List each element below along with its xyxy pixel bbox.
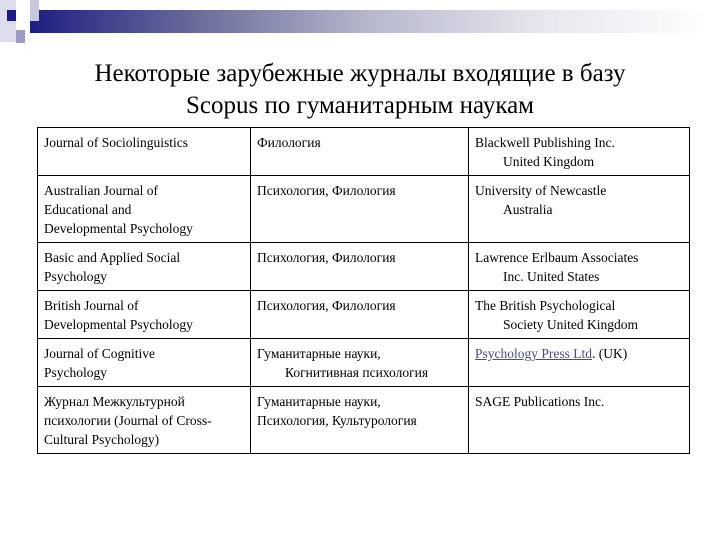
journal: Educational and [44,202,132,217]
field: Психология, Культурология [257,413,417,428]
field: Когнитивная психология [285,365,429,380]
field: Филология [257,135,321,150]
publisher-link[interactable]: Psychology Press Ltd [475,346,593,361]
decor-square [16,30,25,43]
journal: психологии (Journal of Cross- [44,413,212,428]
publisher: Society United Kingdom [503,317,638,332]
publisher: The British Psychological [475,298,616,313]
journal: Developmental Psychology [44,317,193,332]
field: Гуманитарные науки, [257,394,381,409]
journal: Журнал Межкультурной [44,394,185,409]
journal: Australian Journal of [44,183,158,198]
publisher: Australia [503,202,553,217]
journal: Developmental Psychology [44,221,193,236]
title-line: Некоторые зарубежные журналы входящие в базу [94,60,626,87]
field: Психология, Филология [257,250,396,265]
table-row [38,339,690,387]
table-row [38,387,690,454]
field: Психология, Филология [257,298,396,313]
publisher: United Kingdom [503,154,595,169]
journal: Basic and Applied Social [44,250,181,265]
field: Психология, Филология [257,183,396,198]
publisher: Lawrence Erlbaum Associates [475,250,639,265]
publisher-suffix: . (UK) [592,346,628,361]
table-row [38,243,690,291]
table-row [38,291,690,339]
table-row [38,176,690,243]
journal: Psychology [44,269,108,284]
publisher: Inc. United States [503,269,600,284]
journal: Cultural Psychology) [44,432,160,447]
journal: Journal of Sociolinguistics [44,135,188,150]
journal: British Journal of [44,298,139,313]
title-line: Scopus по гуманитарным наукам [186,92,534,119]
header-gradient-bar [30,10,710,33]
journal: Psychology [44,365,108,380]
journal: Journal of Cognitive [44,346,155,361]
slide-title [0,58,720,122]
decor-square [30,0,39,21]
decor-square [7,10,16,21]
publisher: University of Newcastle [475,183,607,198]
decor-square [0,0,16,42]
field: Гуманитарные науки, [257,346,381,361]
journals-table [37,127,690,454]
publisher: Blackwell Publishing Inc. [475,135,615,150]
table-row [38,128,690,176]
publisher: SAGE Publications Inc. [475,394,605,409]
